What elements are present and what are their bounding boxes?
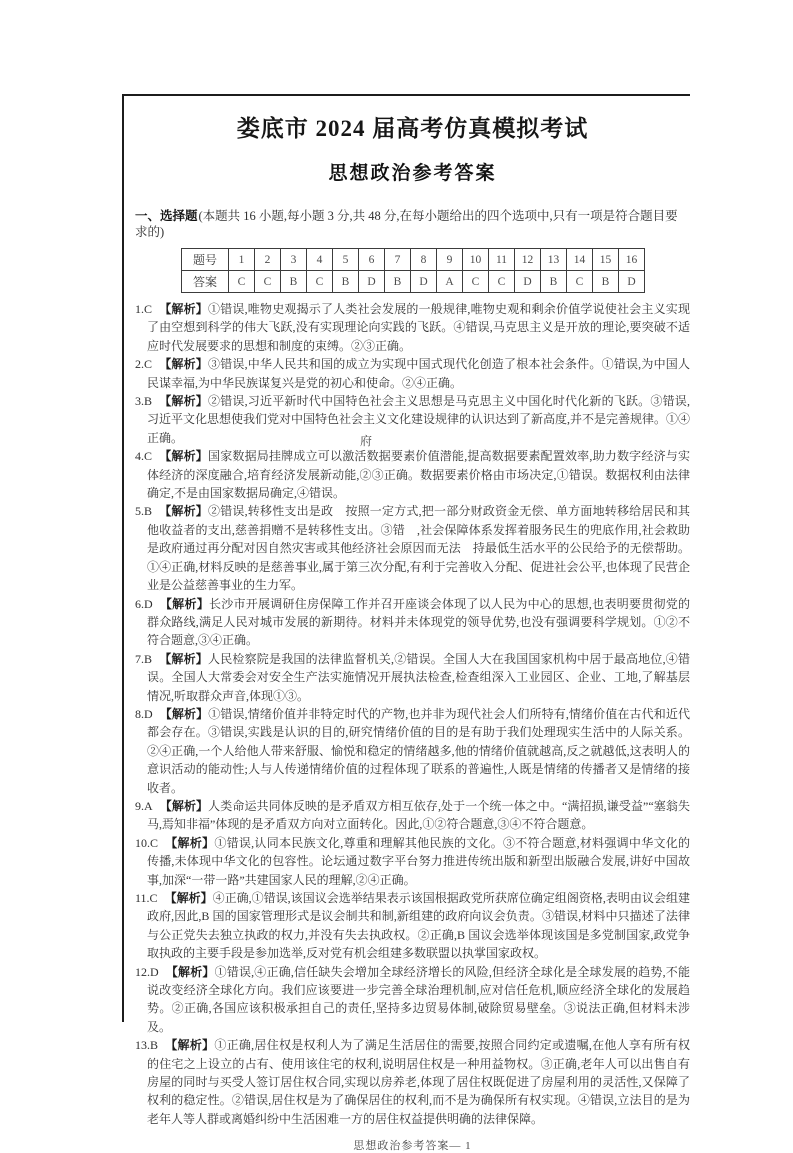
question-number-cell: 13 [541, 249, 567, 271]
question-number-cell: 6 [359, 249, 385, 271]
page-subtitle: 思想政治参考答案 [328, 163, 497, 184]
question-number-answer: 9.A [135, 798, 153, 813]
analysis-label: 【解析】 [159, 302, 209, 316]
explanation-item [135, 889, 690, 963]
answer-cell: D [411, 271, 437, 293]
question-number-cell: 11 [489, 249, 515, 271]
answer-cell: B [541, 271, 567, 293]
question-number-cell: 9 [437, 249, 463, 271]
analysis-text: 人民检察院是我国的法律监督机关,②错误。全国人大在我国国家机构中居于最高地位,④错误。全国人大常委会对安全生产法实施情况开展执法检查,检查组深入工业园区、企业、工地,了解基层情况,听取群众声音,体现①③。 [147, 651, 690, 703]
analysis-label: 【解析】 [165, 1038, 215, 1053]
analysis-label: 【解析】 [159, 449, 209, 464]
question-number-answer: 13.B [135, 1038, 159, 1053]
answer-cell: C [307, 271, 333, 293]
question-number-answer: 3.B [135, 394, 153, 409]
analysis-text: ②错误,习近平新时代中国特色社会主义思想是马克思主义中国化时代化新的飞跃。③错误,习近平文化思想使我们党对中国特色社会主义文化建设规律的认识达到了新高度,并不是完善规律。①④正确。 [147, 394, 691, 445]
analysis-label: 【解析】 [159, 596, 209, 611]
explanation-item [135, 392, 690, 447]
analysis-text: 国家数据局挂牌成立可以激活数据要素价值潜能,提高数据要素配置效率,助力数字经济与实体经济的深度融合,培育经济发展新动能,②③正确。数据要素价格由市场决定,①错误。数据权利由法律确定,不是由国家数据局确定,④错误。 [147, 449, 690, 501]
answer-cell: D [515, 271, 541, 293]
question-number-answer: 12.D [135, 964, 159, 979]
answer-cell: C [463, 271, 489, 293]
question-number-answer: 4.C [135, 449, 153, 464]
explanation-item [135, 447, 690, 502]
page-title: 娄底市 2024 届高考仿真模拟考试 [236, 116, 589, 141]
explanation-item [135, 300, 690, 355]
question-number-answer: 11.C [135, 891, 158, 905]
question-number-cell: 3 [281, 249, 307, 271]
answer-row [182, 271, 645, 293]
question-number-cell: 2 [255, 249, 281, 271]
analysis-text: 人类命运共同体反映的是矛盾双方相互依存,处于一个统一体之中。“满招损,谦受益”“塞翁失马,焉知非福”体现的是矛盾双方向对立面转化。因此,①②符合题意,③④不符合题意。 [147, 798, 690, 832]
explanation-item [135, 650, 690, 705]
section-heading-bold: 一、选择题 [135, 209, 198, 223]
explanation-list [135, 300, 690, 1128]
row-header-answers: 答案 [182, 271, 229, 293]
question-number-row [182, 249, 645, 271]
section-heading-rest: (本题共 16 小题,每小题 3 分,共 48 分,在每小题给出的四个选项中,只有一项是符合题目要求的) [135, 209, 678, 239]
analysis-label: 【解析】 [159, 651, 209, 666]
explanation-item [135, 502, 690, 594]
question-number-cell: 16 [619, 249, 645, 271]
analysis-text: 长沙市开展调研住房保障工作并召开座谈会体现了以人民为中心的思想,也表明要贯彻党的群众路线,满足人民对城市发展的新期待。材料并未体现党的领导优势,也没有强调要科学规划。①②不符合题意,③④正确。 [147, 596, 690, 648]
section-heading [135, 208, 690, 240]
question-number-cell: 15 [593, 249, 619, 271]
stray-print-mark: 府 [360, 434, 373, 448]
analysis-label: 【解析】 [159, 394, 209, 409]
row-header-numbers: 题号 [182, 249, 229, 271]
question-number-cell: 12 [515, 249, 541, 271]
answer-cell: B [333, 271, 359, 293]
analysis-label: 【解析】 [165, 835, 215, 850]
analysis-text: ①正确,居住权是权利人为了满足生活居住的需要,按照合同约定或遗嘱,在他人享有所有权的住宅之上设立的占有、使用该住宅的权利,说明居住权是一种用益物权。③正确,老年人可以出售自有房屋的同时与买受人签订居住权合同,实现以房养老,体现了居住权既促进了房屋利用的灵活性,又保障了权利的稳定性。②错误,居住权是为了确保居住的权利,而不是为确保所有权实现。④错误,立法目的是为老年人等人群或离婚纠纷中生活困难一方的居住权益提供明确的法律保障。 [147, 1038, 690, 1126]
analysis-label: 【解析】 [164, 891, 213, 905]
analysis-label: 【解析】 [165, 964, 215, 979]
answer-cell: A [437, 271, 463, 293]
question-number-cell: 8 [411, 249, 437, 271]
answer-table [181, 248, 645, 293]
answer-cell: C [489, 271, 515, 293]
analysis-text: ③错误,中华人民共和国的成立为实现中国式现代化创造了根本社会条件。①错误,为中国人民谋幸福,为中华民族谋复兴是党的初心和使命。②④正确。 [147, 357, 690, 390]
explanation-item [135, 355, 690, 392]
analysis-label: 【解析】 [159, 504, 209, 519]
analysis-text: ①错误,情绪价值并非特定时代的产物,也并非为现代社会人们所特有,情绪价值在古代和近代都会存在。③错误,实践是认识的目的,研究情绪价值的目的是有助于我们处理现实生活中的人际关系。②④正确,一个人给他人带来舒服、愉悦和稳定的情绪越多,他的情绪价值就越高,反之就越低,这表明人的意识活动的能动性;人与人传递情绪价值的过程体现了联系的普遍性,人既是情绪的传播者又是情绪的接收者。 [147, 706, 690, 795]
explanation-item [135, 705, 690, 797]
page-footer: 思想政治参考答案— 1 [353, 1140, 472, 1153]
question-number-answer: 10.C [135, 835, 159, 850]
question-number-cell: 14 [567, 249, 593, 271]
explanation-item [135, 1036, 690, 1128]
explanation-item [135, 797, 690, 834]
question-number-cell: 1 [229, 249, 255, 271]
analysis-text: ②错误,转移性支出是政 按照一定方式,把一部分财政资金无偿、单方面地转移给居民和其他收益者的支出,慈善捐赠不是转移性支出。③错 ,社会保障体系发挥着服务民生的兜底作用,社会救助是政府通过再分配对因自然灾害或其他经济社会原因而无法 持最低生活水平的公民给予的无偿帮助。①④正确,材料反映的是慈善事业,属于第三次分配,有利于完善收入分配、促进社会公平,也体现了民营企业是公益慈善事业的生力军。 [147, 504, 690, 593]
analysis-text: ①错误,④正确,信任缺失会增加全球经济增长的风险,但经济全球化是全球发展的趋势,不能说改变经济全球化方向。我们应该要进一步完善全球治理机制,应对信任危机,顺应经济全球化的发展趋势。②正确,各国应该积极承担自己的责任,坚持多边贸易体制,破除贸易壁垒。③说法正确,但材料未涉及。 [147, 964, 690, 1034]
answer-cell: C [229, 271, 255, 293]
explanation-item [135, 595, 690, 650]
analysis-label: 【解析】 [159, 357, 209, 372]
question-number-answer: 7.B [135, 651, 153, 666]
answer-cell: C [255, 271, 281, 293]
page-border-left [122, 94, 124, 1022]
analysis-label: 【解析】 [159, 798, 209, 813]
question-number-cell: 10 [463, 249, 489, 271]
analysis-label: 【解析】 [159, 706, 209, 721]
question-number-answer: 8.D [135, 706, 153, 721]
answer-cell: D [619, 271, 645, 293]
answer-cell: B [281, 271, 307, 293]
question-number-cell: 7 [385, 249, 411, 271]
analysis-text: ①错误,认同本民族文化,尊重和理解其他民族的文化。③不符合题意,材料强调中华文化的传播,未体现中华文化的包容性。论坛通过数字平台努力推进传统出版和新型出版融合发展,讲好中国故事,加深“一带一路”共建国家人民的理解,②④正确。 [147, 835, 690, 887]
answer-cell: B [593, 271, 619, 293]
question-number-answer: 1.C [135, 302, 153, 316]
analysis-text: ④正确,①错误,该国议会选举结果表示该国根据政党所获席位确定组阁资格,表明由议会组建政府,因此,B 国的国家管理形式是议会制共和制,新组建的政府向议会负责。③错误,材料中只描述了法律与公正党失去独立执政的权力,并没有失去执政权。②正确,B 国议会选举体现该国是多党制国家,政党争取执政的主要手段是参加选举,反对党有机会组建多数联盟以执掌国家政权。 [147, 891, 690, 961]
answer-cell: C [567, 271, 593, 293]
page-border-top [122, 94, 690, 96]
question-number-answer: 2.C [135, 357, 153, 372]
answer-cell: B [385, 271, 411, 293]
answer-cell: D [359, 271, 385, 293]
page-content [135, 100, 690, 1153]
question-number-cell: 4 [307, 249, 333, 271]
explanation-item [135, 963, 690, 1037]
question-number-cell: 5 [333, 249, 359, 271]
question-number-answer: 6.D [135, 596, 153, 611]
question-number-answer: 5.B [135, 504, 153, 519]
explanation-item [135, 834, 690, 889]
analysis-text: ①错误,唯物史观揭示了人类社会发展的一般规律,唯物史观和剩余价值学说使社会主义实现了由空想到科学的伟大飞跃,没有实现理论向实践的飞跃。④错误,马克思主义是开放的理论,要突破不适应时代发展要求的思想和制度的束缚。②③正确。 [147, 302, 690, 353]
